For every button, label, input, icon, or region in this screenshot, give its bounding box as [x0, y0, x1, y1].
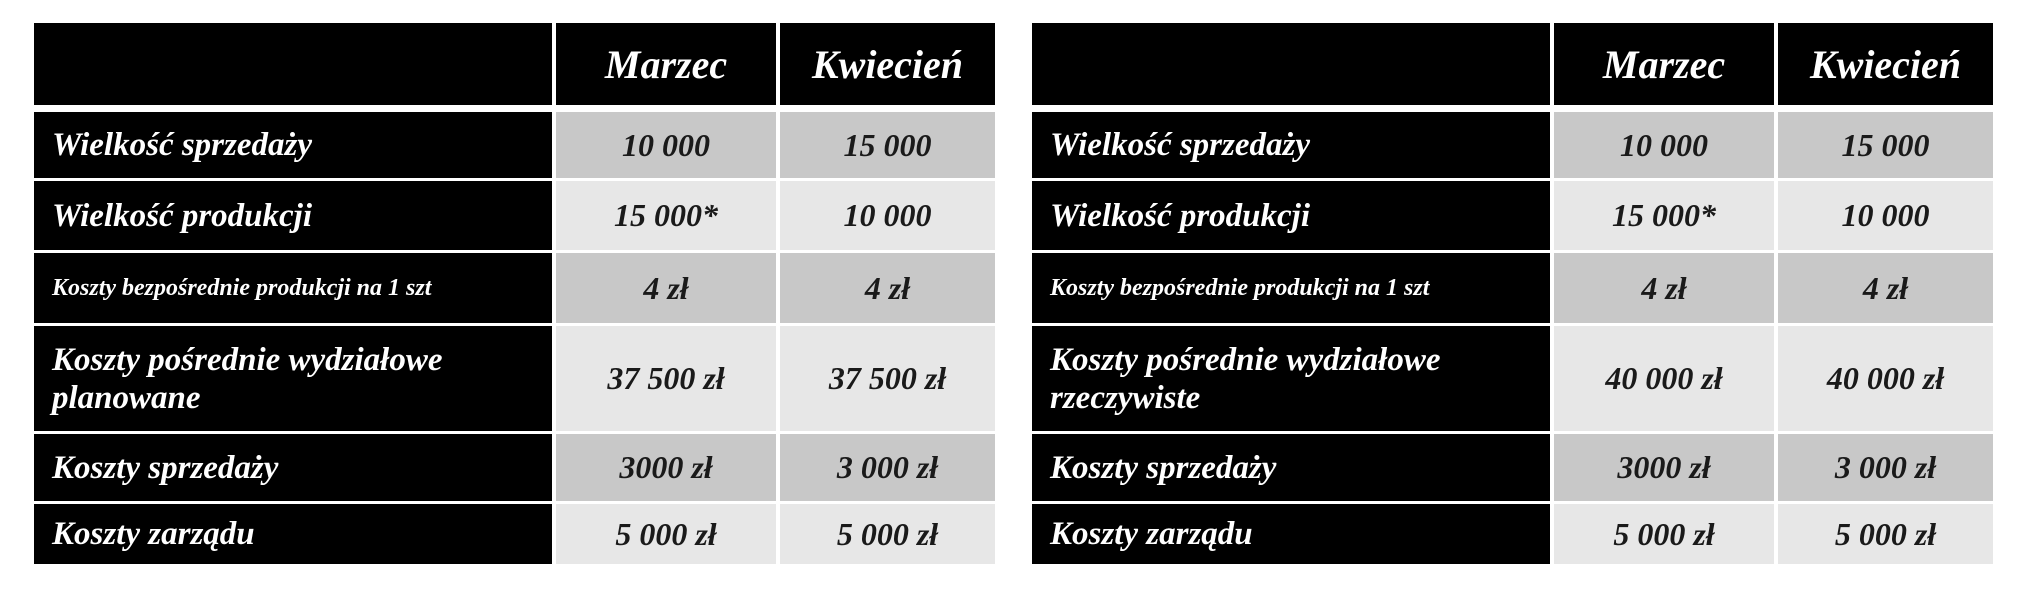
- value-april: 4 zł: [1778, 250, 1993, 323]
- value-april: 15 000: [780, 112, 995, 178]
- value-april: 15 000: [1778, 112, 1993, 178]
- row-label: Koszty bezpośrednie produkcji na 1 szt: [1032, 250, 1554, 323]
- table-row: [1032, 112, 1993, 178]
- value-march: 5 000 zł: [1554, 501, 1778, 564]
- row-label: Koszty pośrednie wydziałowe rzeczywiste: [1032, 323, 1554, 431]
- cost-table-actual: [1032, 23, 1993, 564]
- value-march: 4 zł: [556, 250, 780, 323]
- table-row: [34, 112, 995, 178]
- row-label: Koszty zarządu: [34, 501, 556, 564]
- row-label: Koszty bezpośrednie produkcji na 1 szt: [34, 250, 556, 323]
- table-row: [34, 250, 995, 323]
- value-march: 15 000*: [1554, 178, 1778, 250]
- value-march: 10 000: [556, 112, 780, 178]
- table-row: [1032, 250, 1993, 323]
- value-march: 3000 zł: [556, 431, 780, 501]
- value-april: 37 500 zł: [780, 323, 995, 431]
- header-corner-cell: [1032, 23, 1554, 105]
- value-april: 10 000: [1778, 178, 1993, 250]
- table-row: [34, 431, 995, 501]
- header-row: [34, 23, 995, 105]
- value-march: 4 zł: [1554, 250, 1778, 323]
- value-april: 5 000 zł: [1778, 501, 1993, 564]
- table-row: [1032, 323, 1993, 431]
- table-row: [1032, 178, 1993, 250]
- row-label: Koszty sprzedaży: [34, 431, 556, 501]
- header-march: Marzec: [1554, 23, 1778, 105]
- table-row: [34, 323, 995, 431]
- value-april: 5 000 zł: [780, 501, 995, 564]
- row-label: Wielkość produkcji: [1032, 178, 1554, 250]
- header-april: Kwiecień: [1778, 23, 1993, 105]
- value-april: 10 000: [780, 178, 995, 250]
- header-row: [1032, 23, 1993, 105]
- value-april: 3 000 zł: [780, 431, 995, 501]
- row-label: Wielkość produkcji: [34, 178, 556, 250]
- table-row: [34, 501, 995, 564]
- row-label: Koszty sprzedaży: [1032, 431, 1554, 501]
- header-corner-cell: [34, 23, 556, 105]
- value-april: 3 000 zł: [1778, 431, 1993, 501]
- value-april: 40 000 zł: [1778, 323, 1993, 431]
- row-label: Koszty pośrednie wydziałowe planowane: [34, 323, 556, 431]
- table-row: [1032, 501, 1993, 564]
- table-row: [34, 178, 995, 250]
- value-march: 5 000 zł: [556, 501, 780, 564]
- value-march: 37 500 zł: [556, 323, 780, 431]
- value-march: 40 000 zł: [1554, 323, 1778, 431]
- table-row: [1032, 431, 1993, 501]
- header-april: Kwiecień: [780, 23, 995, 105]
- header-march: Marzec: [556, 23, 780, 105]
- value-march: 3000 zł: [1554, 431, 1778, 501]
- row-label: Wielkość sprzedaży: [34, 112, 556, 178]
- row-label: Koszty zarządu: [1032, 501, 1554, 564]
- row-label: Wielkość sprzedaży: [1032, 112, 1554, 178]
- value-april: 4 zł: [780, 250, 995, 323]
- cost-table-planned: [34, 23, 995, 564]
- value-march: 15 000*: [556, 178, 780, 250]
- value-march: 10 000: [1554, 112, 1778, 178]
